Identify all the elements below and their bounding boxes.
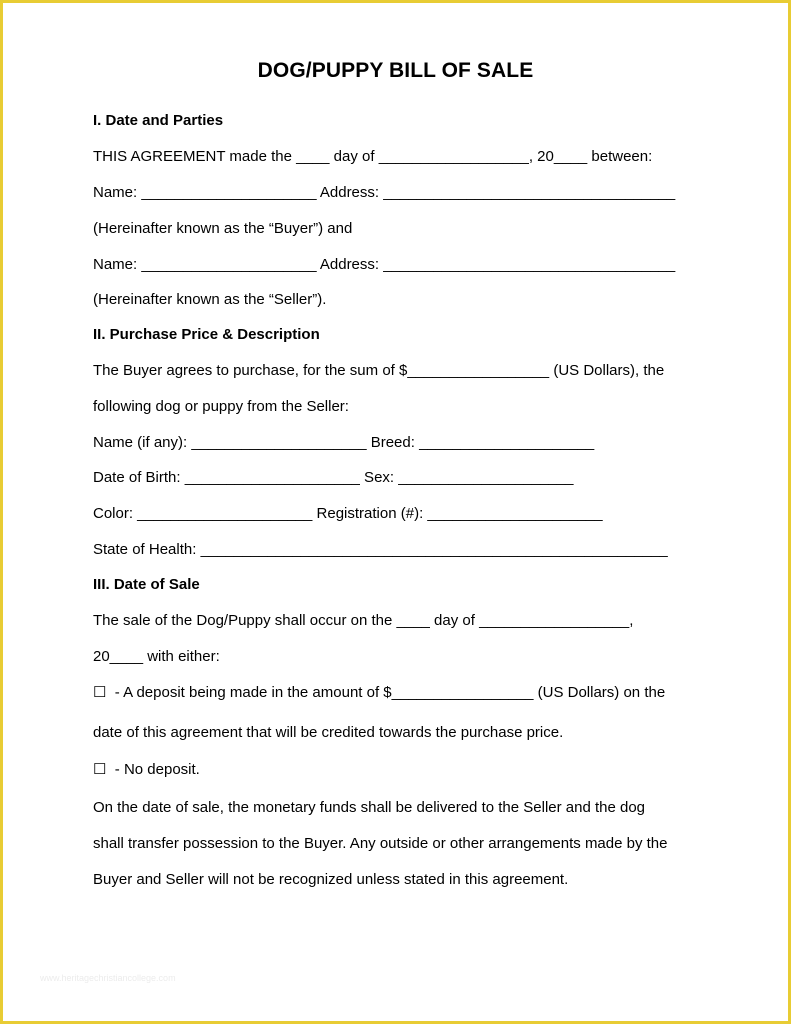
seller-known-line: (Hereinafter known as the “Seller”).: [93, 291, 327, 308]
dog-color-registration-line: Color: _____________________ Registration (#): _____________________: [93, 505, 603, 522]
seller-name-address-line: Name: _____________________ Address: ___________________________________: [93, 256, 676, 273]
document-title: DOG/PUPPY BILL OF SALE: [257, 59, 534, 82]
no-deposit-option-line: ☐ - No deposit.: [93, 761, 200, 778]
dog-dob-sex-line: Date of Birth: _____________________ Sex: _____________________: [93, 469, 574, 486]
purchase-price-line-continued: following dog or puppy from the Seller:: [93, 398, 349, 415]
purchase-price-line: The Buyer agrees to purchase, for the sum of $_________________ (US Dollars), the: [93, 362, 665, 379]
agreement-date-line: THIS AGREEMENT made the ____ day of __________________, 20____ between:: [93, 148, 653, 165]
section-heading-date-of-sale: III. Date of Sale: [93, 576, 200, 593]
section-heading-purchase-price: II. Purchase Price & Description: [93, 326, 320, 343]
deposit-option-line: ☐ - A deposit being made in the amount of $_________________ (US Dollars) on the: [93, 684, 666, 701]
closing-paragraph-line-2: shall transfer possession to the Buyer. Any outside or other arrangements made by the: [93, 835, 668, 852]
section-heading-date-parties: I. Date and Parties: [93, 112, 224, 129]
dog-name-breed-line: Name (if any): _____________________ Breed: _____________________: [93, 434, 595, 451]
buyer-known-line: (Hereinafter known as the “Buyer”) and: [93, 220, 353, 237]
sale-date-line-continued: 20____ with either:: [93, 648, 220, 665]
closing-paragraph-line-3: Buyer and Seller will not be recognized unless stated in this agreement.: [93, 871, 569, 888]
sale-date-line: The sale of the Dog/Puppy shall occur on the ____ day of __________________,: [93, 612, 634, 629]
watermark-text: www.heritagechristiancollege.com: [40, 973, 176, 983]
buyer-name-address-line: Name: _____________________ Address: ___________________________________: [93, 184, 676, 201]
closing-paragraph-line-1: On the date of sale, the monetary funds shall be delivered to the Seller and the dog: [93, 799, 646, 816]
dog-health-line: State of Health: ________________________________________________________: [93, 541, 668, 558]
deposit-option-line-continued: date of this agreement that will be credited towards the purchase price.: [93, 724, 564, 741]
